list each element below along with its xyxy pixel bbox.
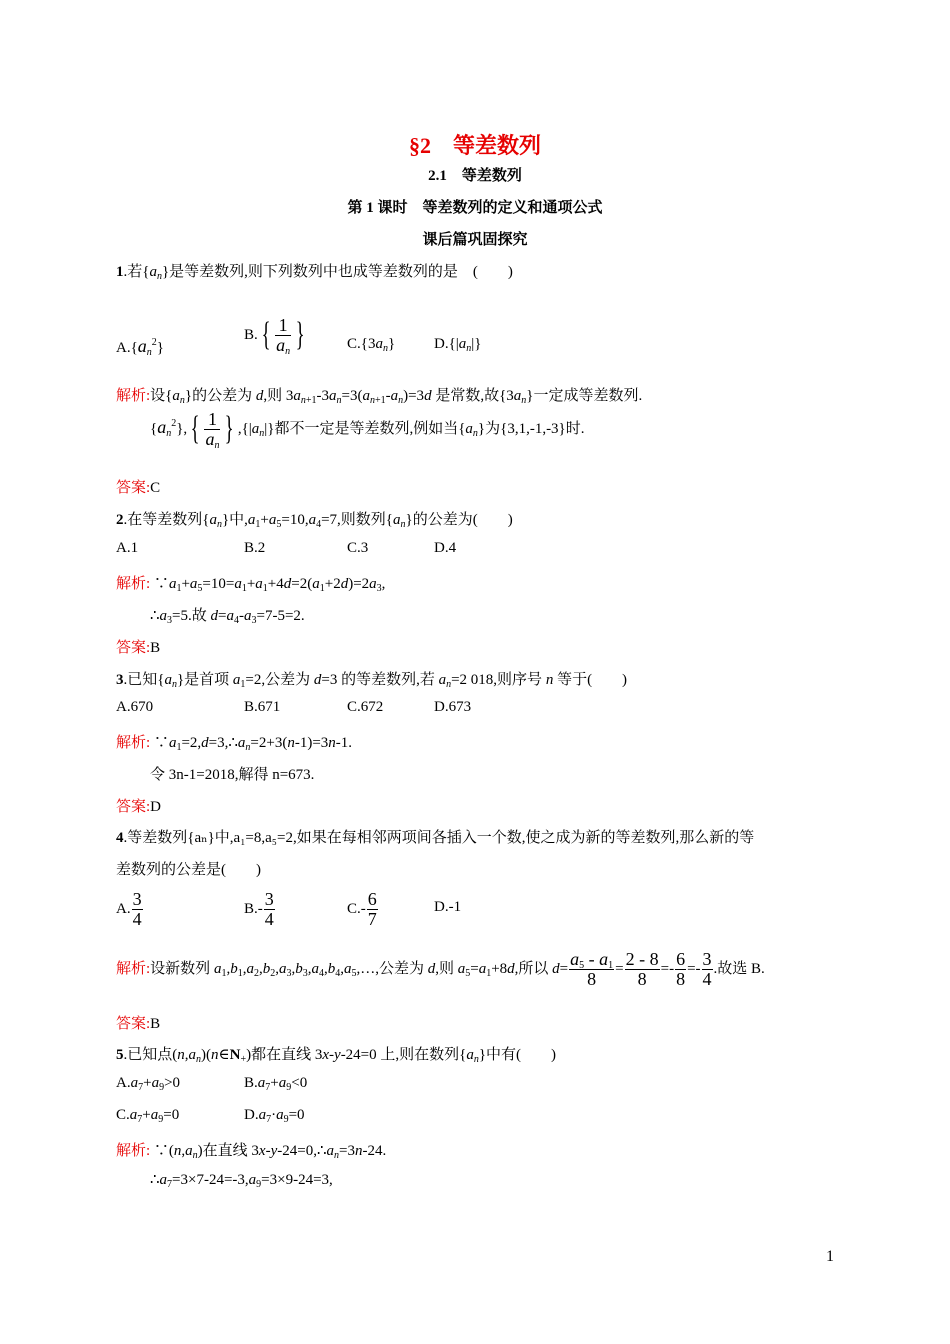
q3-analysis-line2: 令 3n-1=2018,解得 n=673. xyxy=(150,767,315,783)
q3-stem: 3.已知$\{a_n\}$是首项 $a_1=2$,公差为 d=3 的等差数列,若 $a_n=2$ 018,则序号 n 等于( ) xyxy=(116,672,628,690)
q2-stem: 2.在等差数列$\{a_n\}$中$,a_1+a_5=10,a_4=7$,则数列$\{a_n\}$的公差为( ) xyxy=(116,512,513,530)
q1-stem: 1.若$\{a_n\}$是等差数列,则下列数列中也成等差数列的是 ( ) xyxy=(116,264,513,282)
q4-option-c: C.- $\frac{6}{7}$ xyxy=(347,889,377,929)
q1-answer: 答案:C xyxy=(116,480,161,496)
analysis-label: 解析: xyxy=(116,388,151,404)
q2-option-c: C.3 xyxy=(347,540,369,556)
q3-option-a: A.670 xyxy=(116,699,154,715)
q1-analysis: 解析:设$\{a_n\}$的公差为 d,则 $3a_{n+1}-3a_n=3(a_{n+1}-a_n)=3d$ 是常数,故$\{3a_n\}$一定成等差数列. xyxy=(116,388,643,406)
q4-analysis: 解析:设新数列 $a_1,b_1,a_2,b_2,a_3,b_3,a_4,b_4,a_5,\dots$,公差为 d,则 $a_5=a_1+8d$,所以 d= $\frac{a_5 - a_1}{8}$ = $\frac{2 - 8}{8}$ =- $\frac{6}{8}$ =- $\frac{3}{4}$ .故选 B. xyxy=(116,949,765,989)
q4-option-b: B.- $\frac{3}{4}$ xyxy=(244,889,274,929)
q3-option-d: D.673 xyxy=(434,699,472,715)
q1-option-b: B. { $\frac{1}{a_n}$ } xyxy=(244,315,305,357)
q2-option-d: D.4 xyxy=(434,540,457,556)
page-number: 1 xyxy=(826,1248,834,1265)
q1-option-c: $C.\{3a_n\}$ xyxy=(347,336,396,354)
q3-analysis: 解析: $\because a_1=2,d=3,\therefore a_n=2+3(n-1)=3n-1$. xyxy=(116,735,353,753)
subsection-title: 2.1 等差数列 xyxy=(428,168,522,184)
q5-option-b: $B.a_7+a_9<0$ xyxy=(244,1075,308,1093)
q4-stem-line2: 差数列的公差是( ) xyxy=(116,862,261,878)
q4-option-a: A. $\frac{3}{4}$ xyxy=(116,889,142,929)
q2-analysis-line2: $\therefore a_3=5$.故 $d=a_4-a_3=7-5=2$. xyxy=(150,608,305,626)
part-title: 课后篇巩固探究 xyxy=(422,232,528,248)
q5-stem: 5.已知点$(n,a_n)(n\in N_+)$都在直线 3x-y-24=0 上,则在数列$\{a_n\}$中有( ) xyxy=(116,1047,557,1065)
q2-option-a: A.1 xyxy=(116,540,139,556)
q2-option-b: B.2 xyxy=(244,540,266,556)
q3-option-b: B.671 xyxy=(244,699,281,715)
q1-option-d: $D.\{|a_n|\}$ xyxy=(434,336,482,354)
q3-option-c: C.672 xyxy=(347,699,384,715)
q4-option-d: D.-1 xyxy=(434,899,462,915)
q5-option-a: $A.a_7+a_9>0$ xyxy=(116,1075,181,1093)
q5-analysis: 解析: $\because(n,a_n)$在直线 $3x-y-24=0,\therefore a_n=3n-24$. xyxy=(116,1143,387,1161)
q5-option-c: $C.a_7+a_9=0$ xyxy=(116,1107,180,1125)
section-title: §2 等差数列 xyxy=(408,133,541,158)
q5-option-d: $D.a_7\cdot a_9=0$ xyxy=(244,1107,305,1125)
q2-answer: 答案:B xyxy=(116,640,161,656)
q3-answer: 答案:D xyxy=(116,799,162,815)
q1-analysis-line2: $\{a_n^2\}$, { $\frac{1}{a_n}$ } $,\{|a_n|\}$都不一定是等差数列,例如当$\{a_n\}$为{3,1,-1,-3}时. xyxy=(150,409,585,451)
q4-answer: 答案:B xyxy=(116,1016,161,1032)
q2-analysis: 解析: $\because a_1+a_5=10=a_1+a_1+4d=2(a_1+2d)=2a_3$, xyxy=(116,576,386,594)
q1-option-a: $A.\{a_n^2\}$ xyxy=(116,336,164,358)
q5-analysis-line2: $\therefore a_7=3\times 7-24=-3,a_9=3\times 9-24=3$, xyxy=(150,1172,333,1190)
lesson-title: 第 1 课时 等差数列的定义和通项公式 xyxy=(347,200,603,216)
q4-stem: 4.等差数列{aₙ}中,a₁=8,a₅=2,如果在每相邻两项间各插入一个数,使之成为新的等差数列,那么新的等 xyxy=(116,830,755,846)
